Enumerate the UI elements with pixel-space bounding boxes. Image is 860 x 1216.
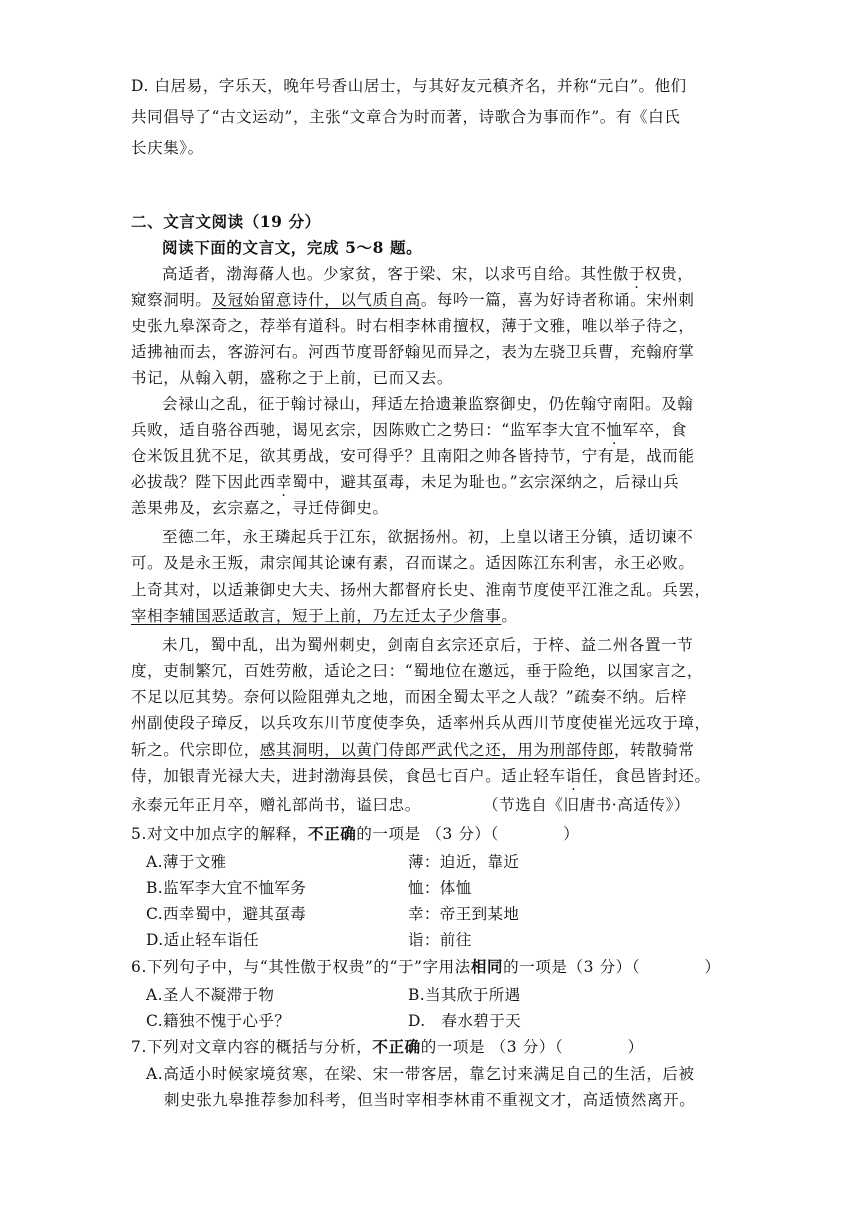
passage-p4-line-5 [131,740,695,760]
text-span: 侍，加银青光禄大夫，进封渤海县侯，食邑七百户。适止轻车 [131,767,566,785]
q5-option-b: B.监军李大宜不恤军务 [146,879,307,897]
passage-p2-line-4 [131,472,679,492]
q6-option-b: B.当其欣于所遇 [408,986,521,1004]
underlined-sentence: 宰相李辅国恶适敢言，短于上前，乃左迁太子少詹事 [131,607,502,625]
q5-option-d-gloss: 诣：前往 [408,931,472,949]
text-span: 斩之。代宗即位， [131,741,260,759]
text-span: 任，食邑皆封还。 [581,767,711,785]
passage-p2-line-2 [131,420,687,440]
passage-p3-line-2: 可。及是永王叛，肃宗闻其论谏有素，召而谋之。适因陈江东利害，永王必败。 [131,554,695,572]
text-span: 的一项是 （3 分）（ ） [420,1038,644,1056]
passage-p1-line-1 [162,264,693,284]
dotted-char: 于 [628,265,646,283]
text-span: 。每吟一篇，喜为好诗者称诵。宋州刺 [420,291,695,309]
text-span: 。 [501,607,518,625]
underlined-sentence: 感其洞明，以黄门侍郎严武代之还，用为刑部侍郎 [259,741,615,759]
question-6-stem [131,957,721,977]
text-span: 7.下列对文章内容的概括与分析， [131,1038,373,1056]
emphasis-text: 不正确 [308,824,357,843]
text-span: 兵败，适自骆谷西驰，谒见玄宗，因陈败亡之势曰：“监军李大宜不 [131,421,607,439]
passage-p3-line-3: 上奇其对，以适兼御史大夫、扬州大都督府长史、淮南节度使平江淮之乱。兵罢， [131,581,711,599]
passage-p4-line-6 [131,766,711,786]
passage-p4-line-1: 未几，蜀中乱，出为蜀州刺史，剑南自玄宗还京后，于梓、益二州各置一节 [162,636,694,654]
passage-p4-line-4: 州副使段子璋反，以兵攻东川节度使李奂，适率州兵从西川节度使崔光远攻于璋， [131,714,711,732]
text-span: 5.对文中加点字的解释， [131,825,308,843]
q5-option-d: D.适止轻车诣任 [146,931,260,949]
text-span: 权贵， [645,265,694,283]
text-span: ，转散骑常 [614,741,695,759]
option-d-line-1: D. 白居易，字乐天，晚年号香山居士，与其好友元稹齐名，并称“元白”。他们 [131,77,687,95]
passage-p2-line-1: 会禄山之乱，征于翰讨禄山，拜适左拾遗兼监察御史，仍佐翰守南阳。及翰 [162,395,694,413]
passage-p4-line-2: 度，吏制繁冗，百姓劳敝，适论之曰：“蜀地位在邀远，垂于险绝，以国家言之， [131,662,704,680]
option-d-line-2: 共同倡导了“古文运动”，主张“文章合为时而著，诗歌合为事而作”。有《白氏 [131,108,681,126]
q6-option-c: C.籍独不愧于心乎？ [146,1012,291,1030]
dotted-char: 诣 [565,767,582,785]
passage-p4-line-7: 永泰元年正月卒，赠礼部尚书，谥曰忠。 [131,796,421,814]
question-7-stem [131,1037,644,1057]
text-span: 必拔哉？陛下因此西 [131,473,276,491]
q5-option-a-gloss: 薄：迫近，靠近 [408,853,520,871]
dotted-char: 恤 [606,421,623,439]
emphasis-text: 相同 [470,957,504,976]
passage-p3-line-1: 至德二年，永王璘起兵于江东，欲据扬州。初，上皇以诸王分镇，适切谏不 [162,528,694,546]
passage-p3-line-4 [131,606,517,626]
dotted-char: 幸 [275,473,293,491]
q7-option-a-line-2: 刺史张九皋推荐参加科考，但当时宰相李林甫不重视文才，高适愤然离开。 [164,1091,696,1109]
section-instruction: 阅读下面的文言文，完成 5～8 题。 [162,238,423,257]
question-5-stem [131,824,579,844]
q5-option-c-gloss: 幸：帝王到某地 [408,905,520,923]
text-span: 6.下列句子中，与“其性傲于权贵”的“于”字用法 [131,958,471,976]
passage-p1-line-2 [131,290,695,310]
q7-option-a-line-1: A.高适小时候家境贫寒，在梁、宋一带客居，靠乞讨来满足自己的生活，后被 [146,1065,695,1083]
text-span: 军卒，食 [622,421,687,439]
text-span: 蜀中，避其虿毒，未足为耻也。”玄宗深纳之，后禄山兵 [292,473,680,491]
text-span: 的一项是 （3 分）（ ） [356,825,580,843]
passage-p1-line-4: 适拂袖而去，客游河右。河西节度哥舒翰见而异之，表为左骁卫兵曹，充翰府掌 [131,343,695,361]
text-span: 窥察洞明。 [131,291,212,309]
text-span: 的一项是（3 分）（ ） [503,958,721,976]
text-span: 高适者，渤海蓨人也。少家贫，客于梁、宋，以求丐自给。其性傲 [162,265,629,283]
passage-p2-line-5: 恙果弗及，玄宗嘉之，寻迁侍御史。 [131,499,389,517]
q5-option-c: C.西幸蜀中，避其虿毒 [146,905,307,923]
passage-p2-line-3: 仓米饭且犹不足，欲其勇战，安可得乎？且南阳之帅各皆持节，宁有是，战而能 [131,447,695,465]
passage-p1-line-3: 史张九皋深奇之，荐举有道科。时右相李林甫擅权，薄于文雅，唯以举子待之， [131,317,695,335]
q6-option-d: D. 春水碧于天 [408,1012,522,1030]
passage-source: （节选自《旧唐书·高适传》） [483,796,691,814]
emphasis-text: 不正确 [372,1037,421,1056]
q6-option-a: A.圣人不凝滞于物 [146,986,275,1004]
passage-p4-line-3: 不足以厄其势。奈何以险阻弹丸之地，而困全蜀太平之人哉？”疏奏不纳。后梓 [131,688,687,706]
underlined-sentence: 及冠始留意诗什，以气质自高 [211,291,421,309]
q5-option-a: A.薄于文雅 [146,853,227,871]
section-title: 二、文言文阅读（19 分） [131,212,321,231]
q5-option-b-gloss: 恤：体恤 [408,879,472,897]
option-d-line-3: 长庆集》。 [131,139,204,157]
passage-p1-line-5: 书记，从翰入朝，盛称之于上前，已而又去。 [131,369,454,387]
